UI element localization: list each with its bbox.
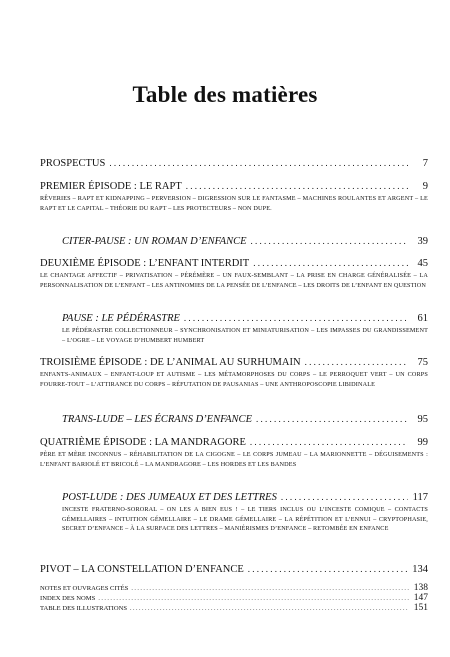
- toc-entry-index[interactable]: [40, 594, 428, 604]
- toc-entry-trans-lude[interactable]: [62, 413, 428, 426]
- entry-summary: ENFANTS-ANIMAUX – ENFANT-LOUP ET AUTISME – LES MÉTAMORPHOSES DU CORPS – LE PERROQUET VERT – UN CORPS FOURRE-TOUT – L’ATTIRANCE DU CORPS – RÉFUTATION DE PAUSANIAS – UNE ANTHROPOSCOPIE LIBIDINALE: [40, 371, 428, 388]
- leader-dots: [251, 235, 408, 247]
- leader-dots: [98, 595, 409, 604]
- entry-label: TROISIÈME ÉPISODE : DE L’ANIMAL AU SURHUMAIN: [40, 357, 301, 368]
- entry-page: 138: [413, 583, 428, 593]
- back-matter-list: [40, 584, 428, 614]
- leader-dots: [109, 157, 408, 169]
- entry-page: 39: [417, 236, 428, 247]
- leader-dots: [186, 180, 408, 192]
- entry-page: 95: [417, 414, 428, 425]
- toc-entry-notes[interactable]: [40, 584, 428, 594]
- toc-entry-deuxieme-episode[interactable]: [40, 257, 428, 290]
- entry-summary: LE PÉDÉRASTRE COLLECTIONNEUR – SYNCHRONISATION ET MINIATURISATION – LES IMPASSES DU GRANDISSEMENT – L’OGRE – LE VOYAGE D’HUMBERT HUMBERT: [62, 327, 428, 344]
- entry-summary: LE CHANTAGE AFFECTIF – PRIVATISATION – PÉRÉMÈRE – UN FAUX-SEMBLANT – LA PRISE EN CHARGE GÉNÉRALISÉE – LA PERSONNALISATION DE L’ENFANT – LES ANTINOMIES DE LA PENSÉE DE L’ENFANCE – LES DROITS DE L’ENFANT EN QUESTION: [40, 272, 428, 289]
- toc-entry-citer-pause[interactable]: [62, 235, 428, 248]
- entry-label: PROSPECTUS: [40, 158, 106, 169]
- entry-page: 151: [413, 603, 428, 613]
- entry-label: INDEX DES NOMS: [40, 595, 96, 602]
- entry-summary: RÊVERIES – RAPT ET KIDNAPPING – PERVERSION – DIGRESSION SUR LE FANTASME – MACHINES ROULANTES ET ARGENT – LE RAPT ET LE CAPITAL – THÉORIE DU RAPT – LES PROTECTEURS – NON DUPE.: [40, 195, 428, 212]
- entry-page: 7: [422, 158, 428, 169]
- toc-entry-post-lude[interactable]: [62, 491, 428, 534]
- toc-entry-quatrieme-episode[interactable]: [40, 436, 428, 469]
- entry-page: 147: [413, 593, 428, 603]
- leader-dots: [281, 491, 408, 503]
- leader-dots: [250, 436, 408, 448]
- toc-entry-pivot[interactable]: [40, 563, 428, 576]
- entry-label: TRANS-LUDE – LES ÉCRANS D’ENFANCE: [62, 414, 252, 425]
- entry-label: PREMIER ÉPISODE : LE RAPT: [40, 181, 182, 192]
- entry-label: PAUSE : LE PÉDÉRASTRE: [62, 313, 180, 324]
- entry-page: 134: [412, 564, 428, 575]
- entry-label: PIVOT – LA CONSTELLATION D’ENFANCE: [40, 564, 244, 575]
- entry-page: 99: [417, 437, 428, 448]
- toc-entry-prospectus[interactable]: [40, 157, 428, 170]
- toc-entry-troisieme-episode[interactable]: [40, 356, 428, 389]
- entry-label: POST-LUDE : DES JUMEAUX ET DES LETTRES: [62, 492, 277, 503]
- entry-summary: PÈRE ET MÈRE INCONNUS – RÉHABILITATION DE LA CIGOGNE – LE CORPS JUMEAU – LA MARIONNETTE – DÉGUISEMENTS : L’ENFANT BARIOLÉ ET BRICOLÉ – LA MANDRAGORE – LES HORDES ET LES BANDES: [40, 451, 428, 468]
- entry-page: 117: [412, 492, 428, 503]
- leader-dots: [248, 563, 408, 575]
- entry-page: 61: [417, 313, 428, 324]
- leader-dots: [305, 356, 408, 368]
- leader-dots: [253, 257, 408, 269]
- leader-dots: [130, 605, 409, 614]
- entry-label: DEUXIÈME ÉPISODE : L’ENFANT INTERDIT: [40, 258, 250, 269]
- entry-label: QUATRIÈME ÉPISODE : LA MANDRAGORE: [40, 437, 246, 448]
- entry-page: 9: [422, 181, 428, 192]
- toc-entry-premier-episode[interactable]: [40, 180, 428, 213]
- entry-label: CITER-PAUSE : UN ROMAN D’ENFANCE: [62, 236, 247, 247]
- entry-page: 45: [417, 258, 428, 269]
- entry-label: NOTES ET OUVRAGES CITÉS: [40, 585, 129, 592]
- leader-dots: [184, 312, 408, 324]
- leader-dots: [131, 585, 409, 594]
- entry-summary: INCESTE FRATERNO-SORORAL – ON LES A BIEN EUS ! – LE TIERS INCLUS OU L’INCESTE COMIQUE – CONTACTS GÉMELLAIRES – INTUITION GÉMELLAIRE – LE DRAME GÉMELLAIRE – LA RÉPÉTITION ET L’ENNUI – CRYPTOPHASIE, SECRET D’ENFANCE – À LA SURFACE DES LETTRES – MANIÉRISMES D’ENFANCE – RETOMBÉE EN ENFANCE: [62, 506, 428, 533]
- entry-label: TABLE DES ILLUSTRATIONS: [40, 605, 128, 612]
- entry-page: 75: [417, 357, 428, 368]
- toc-entry-illustrations[interactable]: [40, 604, 428, 614]
- page-title: Table des matières: [132, 82, 318, 107]
- toc-entry-pause[interactable]: [62, 312, 428, 345]
- leader-dots: [256, 413, 408, 425]
